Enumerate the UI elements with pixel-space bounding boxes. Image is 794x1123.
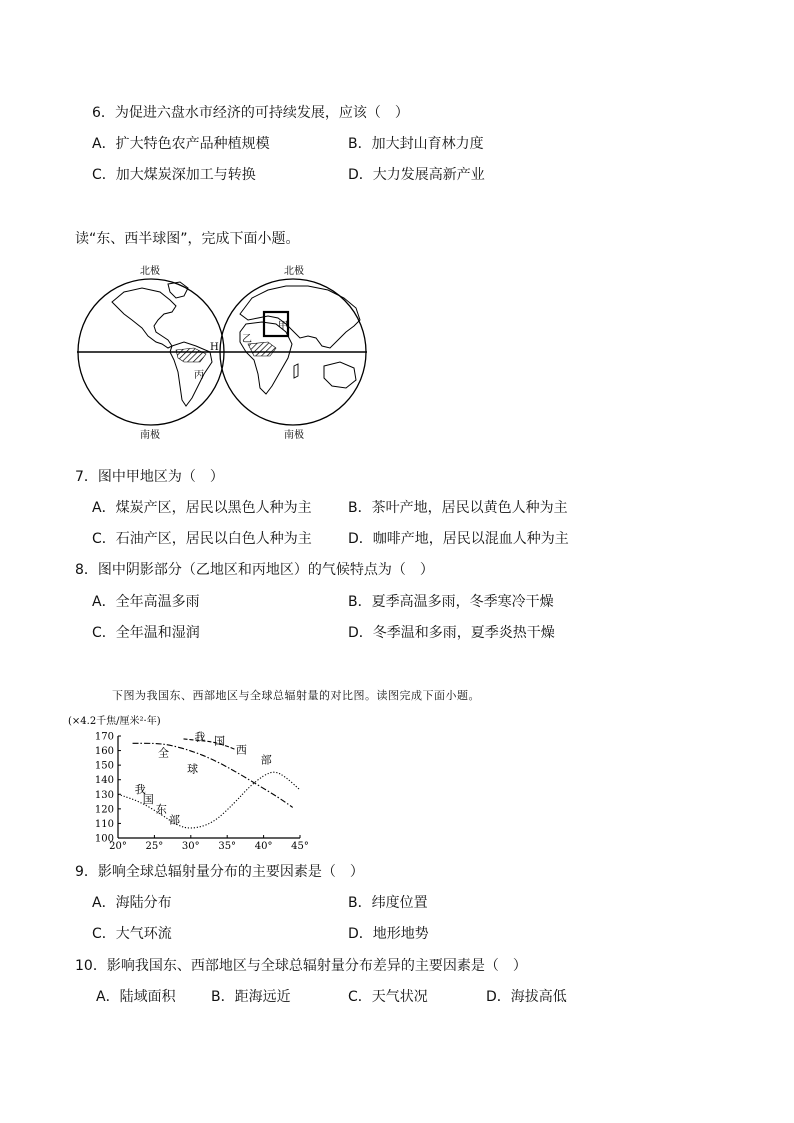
q6-option-c[interactable]: C．加大煤炭深加工与转换 bbox=[92, 167, 256, 183]
y-tick-label: 160 bbox=[94, 746, 114, 758]
series-label-xibu_3: 西 bbox=[235, 743, 247, 757]
q6-option-d[interactable]: D．大力发展高新产业 bbox=[348, 167, 485, 183]
q10-option-d[interactable]: D．海拔高低 bbox=[486, 989, 567, 1005]
q10-option-c[interactable]: C．天气状况 bbox=[348, 989, 428, 1005]
q9-option-a[interactable]: A．海陆分布 bbox=[92, 895, 172, 911]
q6-option-a[interactable]: A．扩大特色农产品种植规模 bbox=[92, 136, 270, 152]
chart-intro-text: 下图为我国东、西部地区与全球总辐射量的对比图。读图完成下面小题。 bbox=[112, 689, 480, 702]
east-north-pole-label: 北极 bbox=[284, 266, 304, 277]
label-jia: 甲 bbox=[278, 321, 288, 332]
madagascar-landmass bbox=[294, 364, 298, 378]
q7-option-a[interactable]: A．煤炭产区，居民以黑色人种为主 bbox=[92, 500, 312, 516]
series-label-xibu_2: 国 bbox=[214, 734, 226, 748]
label-bing: 丙 bbox=[194, 370, 204, 381]
yi-shaded-area bbox=[248, 342, 276, 356]
q7-stem: 7．图中甲地区为（ ） bbox=[75, 469, 224, 485]
q9-stem: 9．影响全球总辐射量分布的主要因素是（ ） bbox=[75, 864, 364, 880]
q7-option-b[interactable]: B．茶叶产地，居民以黄色人种为主 bbox=[348, 500, 568, 516]
chart-unit-label: (×4.2千焦/厘米²·年) bbox=[68, 716, 161, 727]
label-h: H bbox=[210, 342, 219, 353]
east-south-pole-label: 南极 bbox=[284, 430, 304, 441]
y-tick-label: 140 bbox=[94, 775, 114, 787]
q10-option-b[interactable]: B．距海远近 bbox=[211, 989, 291, 1005]
q8-option-a[interactable]: A．全年高温多雨 bbox=[92, 594, 200, 610]
q10-stem: 10．影响我国东、西部地区与全球总辐射量分布差异的主要因素是（ ） bbox=[75, 958, 527, 974]
series-label-quanqiu_1: 全 bbox=[158, 746, 170, 760]
y-tick-label: 120 bbox=[94, 804, 114, 816]
series-label-dongbu_3: 东 bbox=[155, 803, 167, 817]
q9-option-c[interactable]: C．大气环流 bbox=[92, 926, 172, 942]
q10-option-a[interactable]: A．陆域面积 bbox=[96, 989, 176, 1005]
series-label-xibu_1: 我 bbox=[194, 730, 206, 744]
y-tick-label: 150 bbox=[94, 760, 114, 772]
x-tick-label: 35° bbox=[218, 841, 237, 852]
series-label-dongbu_4: 部 bbox=[168, 813, 180, 827]
west-china-radiation-line bbox=[184, 739, 235, 749]
series-label-xibu_4: 部 bbox=[260, 753, 272, 767]
series-label-dongbu_1: 我 bbox=[134, 782, 146, 796]
y-tick-label: 110 bbox=[94, 818, 114, 830]
eurasia-landmass bbox=[240, 286, 360, 348]
q8-stem: 8．图中阴影部分（乙地区和丙地区）的气候特点为（ ） bbox=[75, 562, 434, 578]
west-south-pole-label: 南极 bbox=[140, 430, 160, 441]
x-tick-label: 30° bbox=[181, 841, 200, 852]
q9-option-b[interactable]: B．纬度位置 bbox=[348, 895, 428, 911]
north-america-landmass bbox=[112, 288, 176, 348]
west-north-pole-label: 北极 bbox=[140, 266, 160, 277]
q8-option-b[interactable]: B．夏季高温多雨，冬季寒冷干燥 bbox=[348, 594, 554, 610]
hemisphere-map bbox=[72, 262, 372, 447]
x-tick-label: 40° bbox=[254, 841, 273, 852]
q9-option-d[interactable]: D．地形地势 bbox=[348, 926, 429, 942]
radiation-chart bbox=[68, 712, 318, 852]
bing-shaded-area bbox=[176, 348, 206, 362]
q6-option-b[interactable]: B．加大封山育林力度 bbox=[348, 136, 484, 152]
q8-option-c[interactable]: C．全年温和湿润 bbox=[92, 625, 200, 641]
africa-landmass bbox=[240, 322, 292, 394]
x-tick-label: 45° bbox=[291, 841, 309, 852]
map-intro-text: 读“东、西半球图”，完成下面小题。 bbox=[75, 231, 300, 247]
q6-stem: 6．为促进六盘水市经济的可持续发展，应该（ ） bbox=[92, 105, 409, 121]
q8-option-d[interactable]: D．冬季温和多雨，夏季炎热干燥 bbox=[348, 625, 555, 641]
series-label-dongbu_2: 国 bbox=[142, 793, 154, 807]
x-tick-label: 20° bbox=[109, 841, 127, 852]
label-yi: 乙 bbox=[242, 334, 252, 345]
x-tick-label: 25° bbox=[145, 841, 164, 852]
q7-option-c[interactable]: C．石油产区，居民以白色人种为主 bbox=[92, 531, 312, 547]
series-label-quanqiu_2: 球 bbox=[187, 762, 199, 776]
q7-option-d[interactable]: D．咖啡产地，居民以混血人种为主 bbox=[348, 531, 569, 547]
y-tick-label: 100 bbox=[94, 833, 114, 845]
y-tick-label: 170 bbox=[94, 731, 114, 743]
australia-landmass bbox=[324, 362, 356, 388]
y-tick-label: 130 bbox=[94, 789, 114, 801]
